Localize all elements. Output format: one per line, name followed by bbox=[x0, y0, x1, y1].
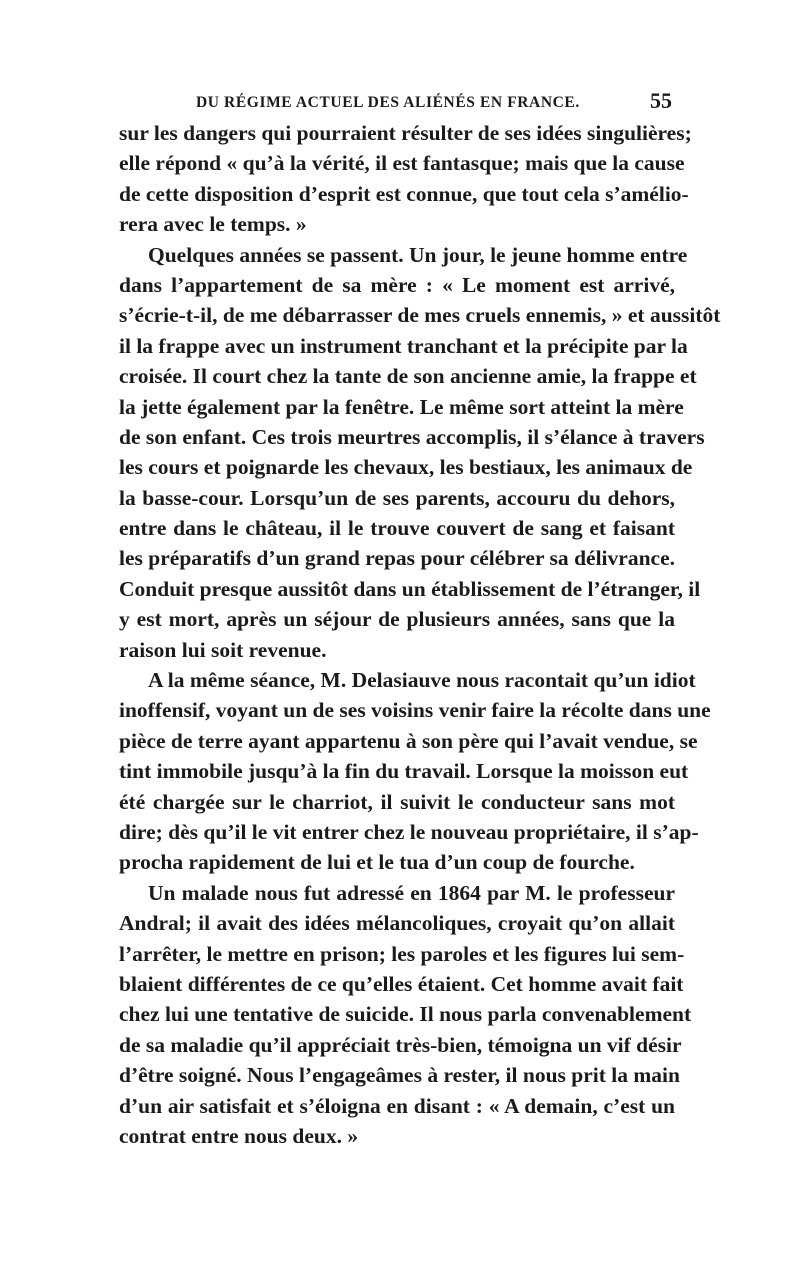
text-line: sur les dangers qui pourraient résulter de ses idées singulières; bbox=[119, 121, 692, 145]
text-line: blaient différentes de ce qu’elles étaient. Cet homme avait fait bbox=[119, 971, 684, 996]
text-line: croisée. Il court chez la tante de son ancienne amie, la frappe et bbox=[119, 364, 697, 389]
text-line: s’écrie-t-il, de me débarrasser de mes cruels ennemis, » et aussitôt bbox=[119, 303, 721, 328]
text-line: la basse-cour. Lorsqu’un de ses parents, accouru du dehors, bbox=[119, 485, 675, 510]
text-line: y est mort, après un séjour de plusieurs années, sans que la bbox=[119, 607, 675, 632]
text-line: Un malade nous fut adressé en 1864 par M. le professeur bbox=[148, 880, 675, 905]
text-line: raison lui soit revenue. bbox=[119, 637, 327, 662]
text-line: dans l’appartement de sa mère : « Le moment est arrivé, bbox=[119, 272, 675, 297]
text-line: été chargée sur le charriot, il suivit le conducteur sans mot bbox=[119, 789, 675, 814]
text-line: de cette disposition d’esprit est connue, que tout cela s’amélio- bbox=[119, 181, 689, 206]
text-line: inoffensif, voyant un de ses voisins venir faire la récolte dans une bbox=[119, 698, 711, 723]
running-title: DU RÉGIME ACTUEL DES ALIÉNÉS EN FRANCE. bbox=[196, 94, 580, 111]
text-line: Quelques années se passent. Un jour, le jeune homme entre bbox=[148, 242, 688, 267]
text-line: Andral; il avait des idées mélancoliques, croyait qu’on allait bbox=[119, 911, 675, 936]
text-line: Conduit presque aussitôt dans un établissement de l’étranger, il bbox=[119, 576, 701, 601]
text-line: l’arrêter, le mettre en prison; les paroles et les figures lui sem- bbox=[119, 941, 685, 966]
text-line: les cours et poignarde les chevaux, les bestiaux, les animaux de bbox=[119, 455, 693, 480]
text-line: rera avec le temps. » bbox=[119, 212, 307, 237]
text-line: d’être soigné. Nous l’engageâmes à rester, il nous prit la main bbox=[119, 1063, 680, 1088]
page-number: 55 bbox=[650, 88, 672, 113]
text-line: chez lui une tentative de suicide. Il nous parla convenablement bbox=[119, 1002, 692, 1027]
text-line: A la même séance, M. Delasiauve nous racontait qu’un idiot bbox=[148, 668, 696, 693]
text-line: tint immobile jusqu’à la fin du travail. Lorsque la moisson eut bbox=[119, 759, 689, 784]
text-line: de son enfant. Ces trois meurtres accomplis, il s’élance à travers bbox=[119, 424, 705, 449]
text-line: la jette également par la fenêtre. Le même sort atteint la mère bbox=[119, 394, 684, 419]
text-line: elle répond « qu’à la vérité, il est fantasque; mais que la cause bbox=[119, 151, 685, 176]
body-text bbox=[119, 118, 721, 1151]
text-line: il la frappe avec un instrument tranchant et la précipite par la bbox=[119, 333, 688, 358]
text-line: pièce de terre ayant appartenu à son père qui l’avait vendue, se bbox=[119, 728, 698, 753]
text-line: procha rapidement de lui et le tua d’un coup de fourche. bbox=[119, 850, 635, 875]
text-line: de sa maladie qu’il appréciait très-bien, témoigna un vif désir bbox=[119, 1032, 682, 1057]
text-line: entre dans le château, il le trouve couvert de sang et faisant bbox=[119, 516, 675, 541]
text-line: d’un air satisfait et s’éloigna en disant : « A demain, c’est un bbox=[119, 1093, 675, 1118]
text-line: contrat entre nous deux. » bbox=[119, 1123, 359, 1148]
text-line: dire; dès qu’il le vit entrer chez le nouveau propriétaire, il s’ap- bbox=[119, 819, 699, 844]
text-line: les préparatifs d’un grand repas pour célébrer sa délivrance. bbox=[119, 546, 675, 571]
